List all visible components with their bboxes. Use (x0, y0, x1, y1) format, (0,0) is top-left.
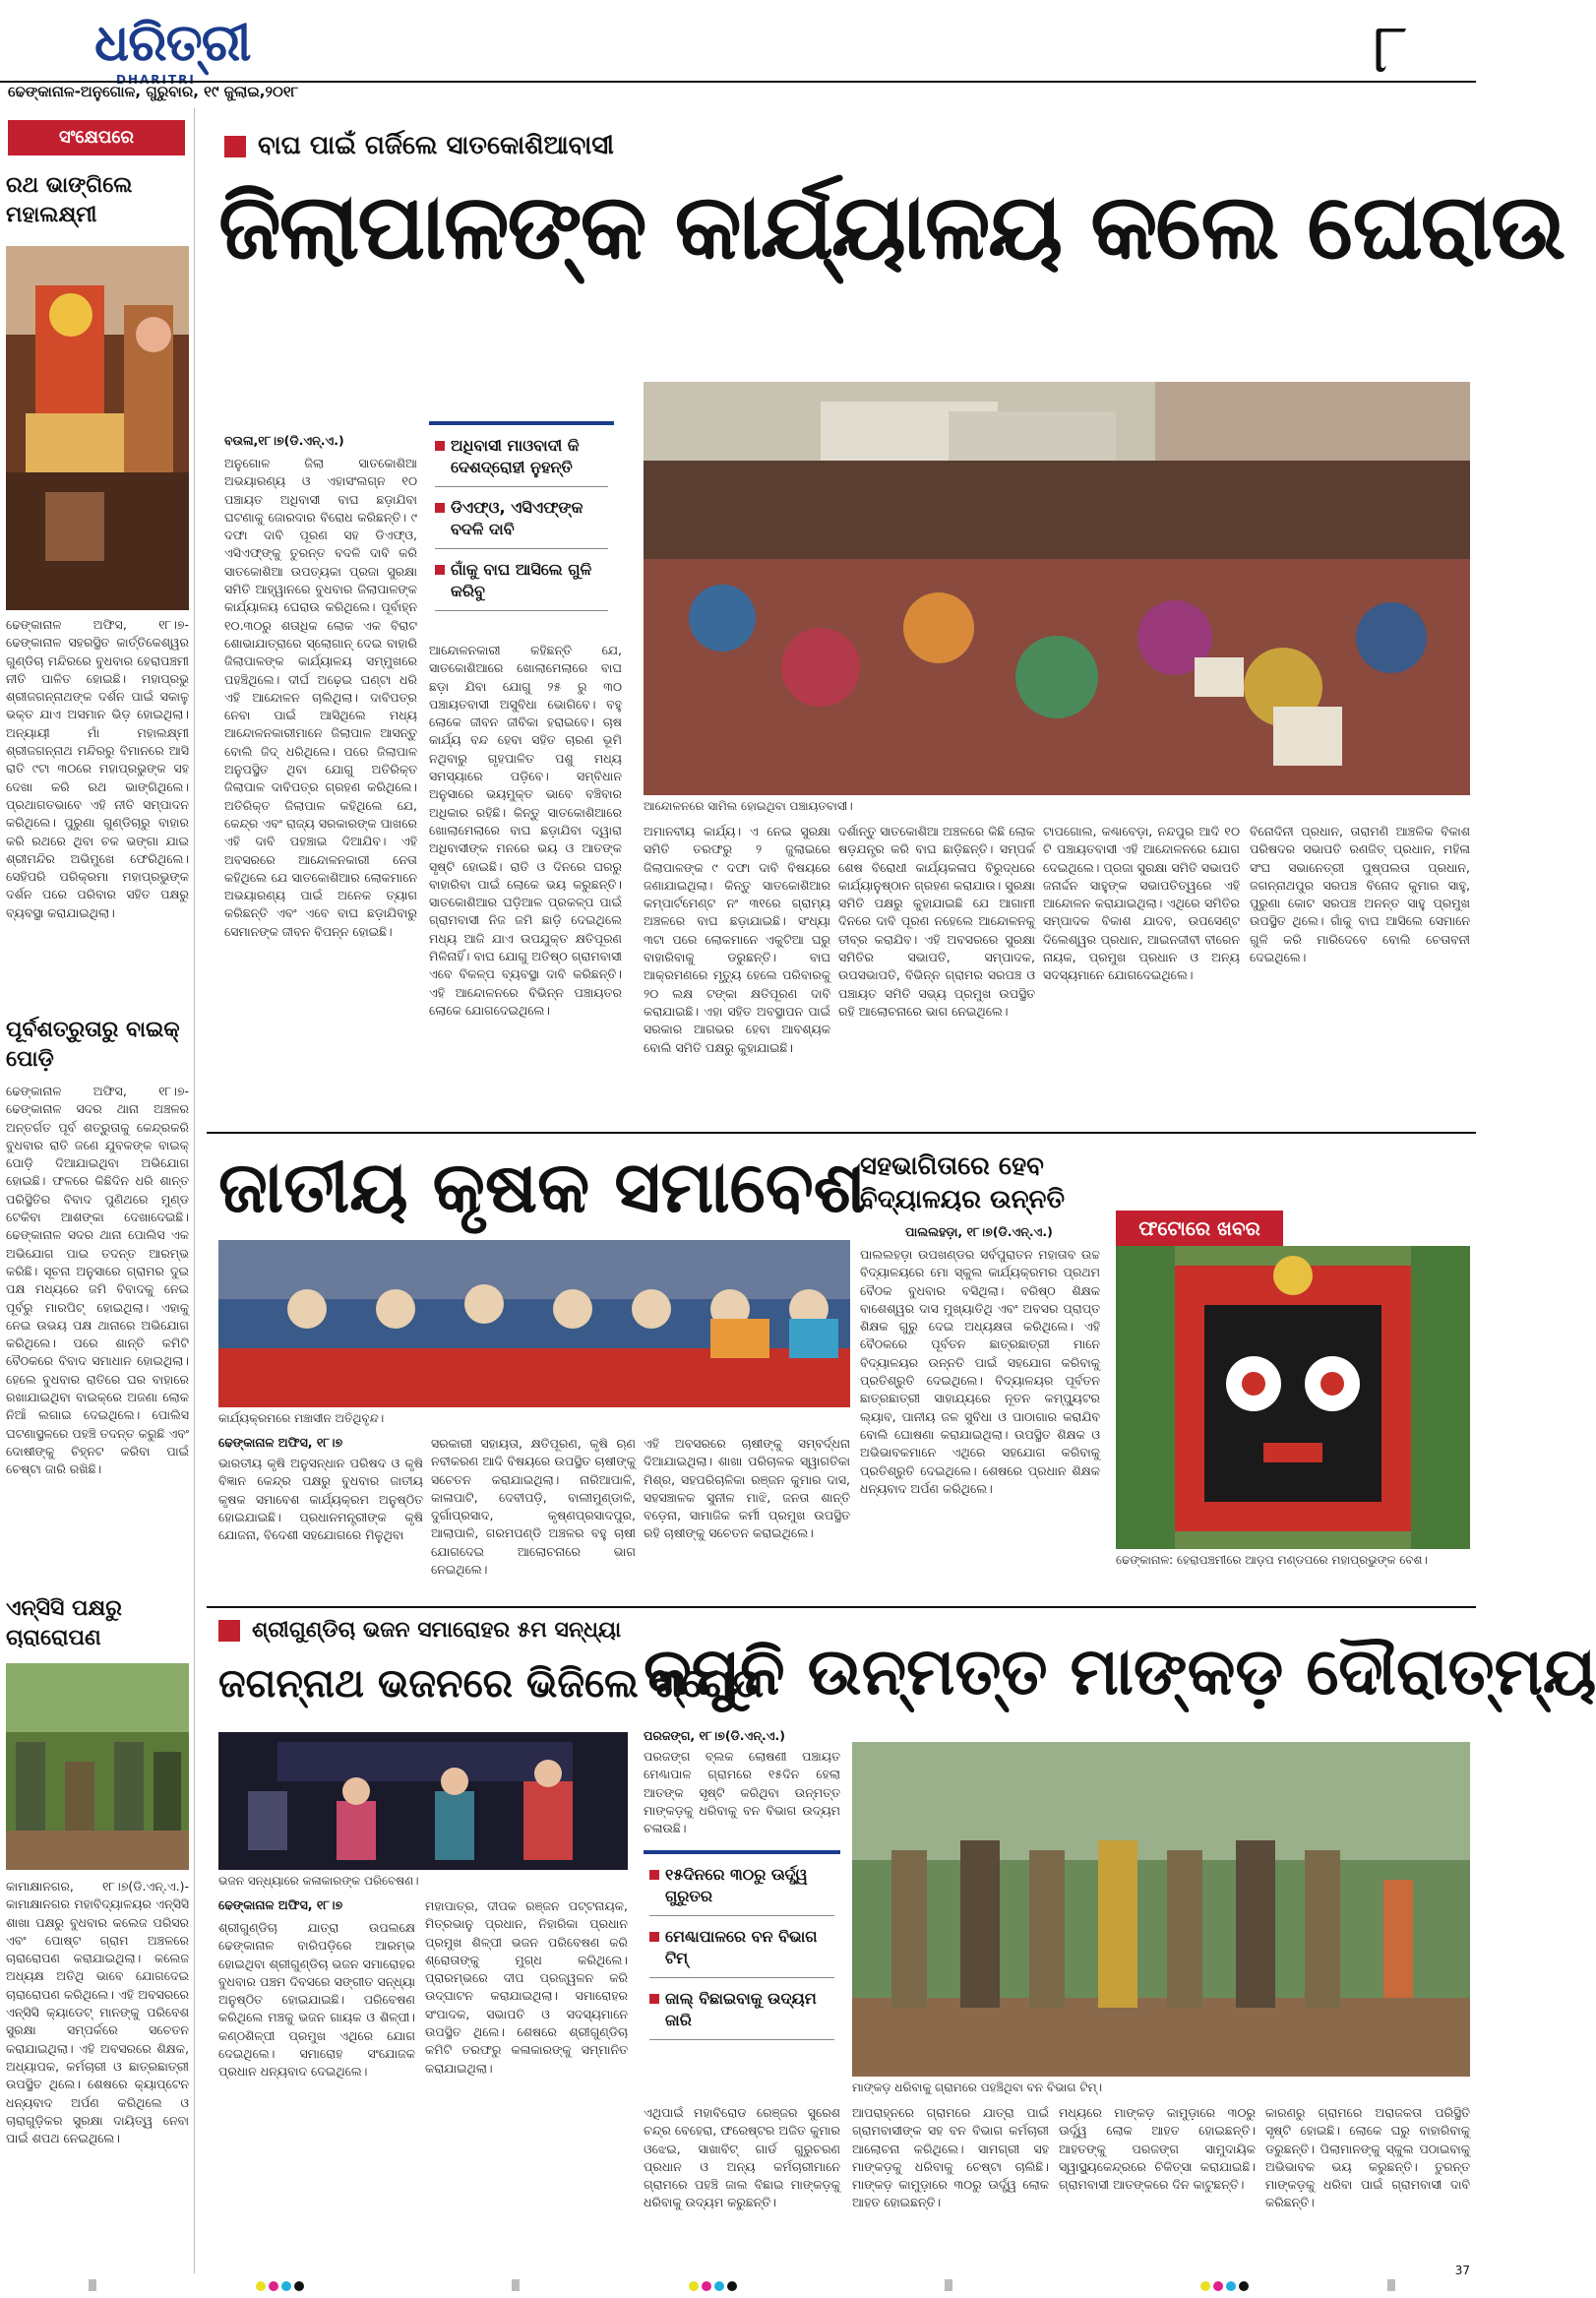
krushak-body-col-3: ଏହି ଅବସରରେ ଚାଷୀଙ୍କୁ ସମ୍ବର୍ଦ୍ଧନା ଦିଆଯାଇଥିଲା। ଶାଖା ପରିଚାଳକ ସ୍ୱାଗତିକା ମିଶ୍ର, ସହପରିଚାଳିକା ରଞ୍ଜନ କୁମାର ଦାସ, ସହସଞ୍ଚାଳକ ସୁନୀଳ ମାଝି, ଜନତା ଶାନ୍ତି ବଡ଼େନା, ସାମାଜିକ କର୍ମୀ ପ୍ରମୁଖ ଉପସ୍ଥିତ ରହି ଚାଷୀଙ୍କୁ ସଚେତନ କରାଇଥିଲେ। (644, 1436, 850, 1541)
fact-bullet-icon (435, 503, 445, 513)
brief-body-2: ଢେଙ୍କାନାଳ ଅଫିସ, ୧୮।୭- ଢେଙ୍କାନାଳ ସଦର ଥାନା ଅଞ୍ଚଳର ଅନ୍ତର୍ଗତ ପୂର୍ବ ଶତ୍ରୁତାକୁ କେନ୍ଦ୍ରକରି ବୁଧବାର ରାତି ଜଣେ ଯୁବକଙ୍କ ବାଇକ୍ ପୋଡ଼ି ଦିଆଯାଇଥିବା ଅଭିଯୋଗ ହୋଇଛି। ଫଳରେ କିଛିଦିନ ଧରି ଶାନ୍ତ ପରିସ୍ଥିତିର ବିବାଦ ପୁଣିଥରେ ମୁଣ୍ଡ ଟେକିବା ଆଶଙ୍କା ଦେଖାଦେଇଛି। ଢେଙ୍କାନାଳ ସଦର ଥାନା ପୋଲିସ ଏକ ଅଭିଯୋଗ ପାଇ ତଦନ୍ତ ଆରମ୍ଭ କରିଛି। ସୂଚନା ଅନୁସାରେ ଗ୍ରାମର ଦୁଇ ପକ୍ଷ ମଧ୍ୟରେ ଜମି ବିବାଦକୁ ନେଇ ପୂର୍ବରୁ ମାରପିଟ୍ ହୋଇଥିଲା। ଏହାକୁ ନେଇ ଉଭୟ ପକ୍ଷ ଥାନାରେ ଅଭିଯୋଗ କରିଥିଲେ। ପରେ ଶାନ୍ତି କମିଟି ବୈଠକରେ ବିବାଦ ସମାଧାନ ହୋଇଥିଲା। ହେଲେ ବୁଧବାର ରାତିରେ ଘର ବାହାରେ ରଖାଯାଇଥିବା ବାଇକ୍‌ରେ ଅଜଣା ଲୋକ ନିଆଁ ଲଗାଇ ଦେଇଥିଲେ। ପୋଲିସ ଘଟଣାସ୍ଥଳରେ ପହଞ୍ଚି ତଦନ୍ତ କରୁଛି ଏବଂ ଦୋଷୀଙ୍କୁ ଚିହ୍ନଟ କରିବା ପାଇଁ ଚେଷ୍ଟା ଜାରି ରଖିଛି। (6, 1084, 189, 1477)
fact-text: ଗାଁକୁ ବାଘ ଆସିଲେ ଗୁଳି କରିବୁ (451, 560, 592, 600)
bhajan-caption: ଭଜନ ସନ୍ଧ୍ୟାରେ କଳାକାରଙ୍କ ପରିବେଷଣ। (218, 1874, 419, 1888)
lead-body-col-2: ଆନ୍ଦୋଳନକାରୀ କହିଛନ୍ତି ଯେ, ସାତକୋଶିଆରେ ଖୋଲାମେଲାରେ ବାଘ ଛଡ଼ା ଯିବା ଯୋଗୁ ୨୫ ରୁ ୩୦ ପଞ୍ଚାୟତବାସୀ ଅସୁବିଧା ଭୋଗିବେ। ବହୁ ଲୋକେ ଜୀବନ ଜୀବିକା ହରାଇବେ। ଚାଷ କାର୍ଯ୍ୟ ବନ୍ଦ ହେବା ସହିତ ଚାରଣ ଭୂମି ନଥିବାରୁ ଗୃହପାଳିତ ପଶୁ ମଧ୍ୟ ସମସ୍ୟାରେ ପଡ଼ିବେ। ସମ୍ବିଧାନ ଅନୁସାରେ ଭୟମୁକ୍ତ ଭାବେ ବଞ୍ଚିବାର ଅଧିକାର ରହିଛି। କିନ୍ତୁ ସାତକୋଶିଆରେ ଖୋଲାମେଲାରେ ବାଘ ଛଡ଼ାଯିବା ଦ୍ୱାରା ଅଧିବାସୀଙ୍କ ମନରେ ଭୟ ଓ ଆତଙ୍କ ସୃଷ୍ଟି ହୋଇଛି। ରାତି ଓ ଦିନରେ ଘରରୁ ବାହାରିବା ପାଇଁ ଲୋକେ ଭୟ କରୁଛନ୍ତି। ସାତକୋଶିଆର ଘଡ଼ିଆଳ ପ୍ରକଳ୍ପ ପାଇଁ ଗ୍ରାମବାସୀ ନିଜ ଜମି ଛାଡ଼ି ଦେଇଥିଲେ ମଧ୍ୟ ଆଜି ଯାଏ ଉପଯୁକ୍ତ କ୍ଷତିପୂରଣ ମିଳିନାହିଁ। ବାଘ ଯୋଗୁ ଅତିଷ୍ଠ ଗ୍ରାମବାସୀ ଏବେ ବିକଳ୍ପ ବ୍ୟବସ୍ଥା ଦାବି କରିଛନ୍ତି। ଏହି ଆନ୍ଦୋଳନରେ ବିଭିନ୍ନ ପଞ୍ଚାୟତର ଲୋକେ ଯୋଗଦେଇଥିଲେ। (429, 643, 622, 1018)
photo-news-tag: ଫଟୋରେ ଖବର (1116, 1211, 1283, 1246)
briefs-column (0, 108, 195, 2273)
brief-body-3: କାମାକ୍ଷାନଗର, ୧୮।୭(ଡି.ଏନ୍.ଏ.)- କାମାକ୍ଷାନଗର ମହାବିଦ୍ୟାଳୟର ଏନ୍‌ସିସି ଶାଖା ପକ୍ଷରୁ ବୁଧବାର କଲେଜ ପରିସର ଏବଂ ପୋଷ୍ଟ ଗ୍ରାମ ଅଞ୍ଚଳରେ ଚାରାରୋପଣ କରାଯାଇଥିଲା। କଲେଜ ଅଧ୍ୟକ୍ଷ ଅତିଥି ଭାବେ ଯୋଗଦେଇ ଚାରାରୋପଣ କରିଥିଲେ। ଏହି ଅବସରରେ ଏନ୍‌ସିସି କ୍ୟାଡେଟ୍ ମାନଙ୍କୁ ପରିବେଶ ସୁରକ୍ଷା ସମ୍ପର୍କରେ ସଚେତନ କରାଯାଇଥିଲା। ଏହି ଅବସରରେ ଶିକ୍ଷକ, ଅଧ୍ୟାପକ, କର୍ମଚାରୀ ଓ ଛାତ୍ରଛାତ୍ରୀ ଉପସ୍ଥିତ ଥିଲେ। ଶେଷରେ କ୍ୟାପ୍ଟେନ ଧନ୍ୟବାଦ ଅର୍ପଣ କରିଥିଲେ ଓ ଚାରାଗୁଡ଼ିକର ସୁରକ୍ଷା ଦାୟିତ୍ୱ ନେବା ପାଇଁ ଶପଥ ନେଇଥିଲେ। (6, 1879, 189, 2146)
fact-text: ଅଧିବାସୀ ମାଓବାଦୀ କି ଦେଶଦ୍ରୋହୀ ନୁହନ୍ତି (451, 436, 580, 476)
fact-item (435, 497, 608, 549)
brief-headline-3: ଏନ୍‌ସିସି ପକ୍ଷରୁ ଚାରାରୋପଣ (6, 1596, 122, 1650)
ncc-photo (6, 1663, 189, 1870)
fact-bullet-icon (649, 1870, 659, 1880)
fact-item (649, 1926, 834, 1978)
monkey-body-row-3: ମଧ୍ୟରେ ମାଙ୍କଡ଼ କାମୁଡ଼ାରେ ୩୦ରୁ ଊର୍ଦ୍ଧ୍ୱ ଲୋକ ଆହତ ହୋଇଛନ୍ତି। ଆହତଙ୍କୁ ପରଜଙ୍ଗ ସାମୁଦାୟିକ ସ୍ୱାସ୍ଥ୍ୟକେନ୍ଦ୍ରରେ ଚିକିତ୍ସା କରାଯାଇଛି। ଗ୍ରାମବାସୀ ଆତଙ୍କରେ ଦିନ କାଟୁଛନ୍ତି। (1059, 2105, 1256, 2193)
fact-bullet-icon (435, 565, 445, 575)
monkey-body-row-4: କାରଣରୁ ଗ୍ରାମରେ ଅରାଜକତା ପରିସ୍ଥିତି ସୃଷ୍ଟି ହୋଇଛି। ଲୋକେ ଘରୁ ବାହାରିବାକୁ ଡରୁଛନ୍ତି। ପିଲାମାନଙ୍କୁ ସ୍କୁଲ ପଠାଇବାକୁ ଅଭିଭାବକ ଭୟ କରୁଛନ୍ତି। ତୁରନ୍ତ ମାଙ୍କଡ଼କୁ ଧରିବା ପାଇଁ ଗ୍ରାମବାସୀ ଦାବି କରିଛନ୍ତି। (1265, 2105, 1470, 2210)
monkey-byline: ପରଜଙ୍ଗ, ୧୮।୭(ଡି.ଏନ୍.ଏ.) (644, 1728, 785, 1743)
fact-text: ଡିଏଫ୍‌ଓ, ଏସିଏଫ୍‌ଙ୍କ ବଦଳି ଦାବି (451, 498, 583, 538)
krushak-body-col-2: ସରକାରୀ ସହାୟତା, କ୍ଷତିପୂରଣ, କୃଷି ଋଣ ନବୀକରଣ ଆଦି ବିଷୟରେ ଉପସ୍ଥିତ ଚାଷୀଙ୍କୁ ସଚେତନ କରାଯାଇଥିଲା। ନାରିଆପାଳି, କାଳାପାଟି, ଦେବୀପଡ଼ି, ବାଲୀମୁଣ୍ଡାଳି, ଦୁର୍ଗାପ୍ରସାଦ, କୃଷ୍ଣପ୍ରସାଦପୁର, ଆଲାପାଳି, ଗରମପଣ୍ଡି ଅଞ୍ଚଳର ବହୁ ଚାଷୀ ଯୋଗଦେଇ ଆଲୋଚନାରେ ଭାଗ ନେଇଥିଲେ। (431, 1436, 636, 1578)
masthead (0, 0, 1476, 106)
krushak-headline: ଜାତୀୟ କୃଷକ ସମାବେଶ (218, 1146, 867, 1228)
rath-photo (6, 246, 189, 610)
lead-kicker (224, 131, 614, 161)
fact-bullet-icon (649, 1994, 659, 2004)
newspaper-logo: ଧରିତ୍ରୀ (94, 14, 251, 73)
school-headline: ସହଭାଗିତାରେ ହେବ ବିଦ୍ୟାଳୟର ଉନ୍ନତି (860, 1151, 1066, 1214)
lead-body-col-1: ଅନୁଗୋଳ ଜିଲା ସାତକୋଶିଆ ଅଭୟାରଣ୍ୟ ଓ ଏହାସଂଲଗ୍ନ ୧୦ ପଞ୍ଚାୟତ ଅଧିବାସୀ ବାଘ ଛଡ଼ାଯିବା ଘଟଣାକୁ ଜୋରଦାର ବିରୋଧ କରିଛନ୍ତି। ୯ ଦଫା ଦାବି ପୂରଣ ସହ ଡିଏଫ୍‌ଓ, ଏସିଏଫ୍‌ଙ୍କୁ ତୁରନ୍ତ ବଦଳି ଦାବି କରି ସାତକୋଶିଆ ଉପତ୍ୟକା ପ୍ରଜା ସୁରକ୍ଷା ସମିତି ଆହ୍ୱାନରେ ବୁଧବାର ଜିଲାପାଳଙ୍କ କାର୍ଯ୍ୟାଳୟ ଘେରାଉ କରିଥିଲେ। ପୂର୍ବାହ୍ନ ୧୦.୩୦ରୁ ଶତାଧିକ ଲୋକ ଏକ ବିରାଟ ଶୋଭାଯାତ୍ରାରେ ସ୍ଲୋଗାନ୍ ଦେଇ ବାହାରି ଜିଲାପାଳଙ୍କ କାର୍ଯ୍ୟାଳୟ ସମ୍ମୁଖରେ ପହଞ୍ଚିଥିଲେ। ଦୀର୍ଘ ଅଢ଼େଇ ଘଣ୍ଟା ଧରି ଏହି ଆନ୍ଦୋଳନ ଚାଲିଥିଲା। ଦାବିପତ୍ର ନେବା ପାଇଁ ଆସିଥିଲେ ମଧ୍ୟ ଆନ୍ଦୋଳନକାରୀମାନେ ଜିଲାପାଳ ଆସନ୍ତୁ ବୋଲି ଜିଦ୍ ଧରିଥିଲେ। ପରେ ଜିଲାପାଳ ଅନୁପସ୍ଥିତ ଥିବା ଯୋଗୁ ଅତିରିକ୍ତ ଜିଲାପାଳ ଦାବିପତ୍ର ଗ୍ରହଣ କରିଥିଲେ। ଅତିରିକ୍ତ ଜିଲାପାଳ କହିଥିଲେ ଯେ, କେନ୍ଦ୍ର ଏବଂ ରାଜ୍ୟ ସରକାରଙ୍କ ପାଖରେ ଏହି ଦାବି ପହଞ୍ଚାଇ ଦିଆଯିବ। ଏହି ଅବସରରେ ଆନ୍ଦୋଳନକାରୀ ନେତା କହିଥିଲେ ଯେ ସାତକୋଶିଆର ଲୋକମାନେ ଅଭୟାରଣ୍ୟ ପାଇଁ ଅନେକ ତ୍ୟାଗ କରିଛନ୍ତି ଏବଂ ଏବେ ବାଘ ଛଡ଼ାଯିବାରୁ ସେମାନଙ୍କ ଜୀବନ ବିପନ୍ନ ହୋଇଛି। (224, 456, 417, 939)
fact-bullet-icon (435, 441, 445, 451)
krushak-body-col-1: ଭାରତୀୟ କୃଷି ଅନୁସନ୍ଧାନ ପରିଷଦ ଓ କୃଷି ବିଜ୍ଞାନ କେନ୍ଦ୍ର ପକ୍ଷରୁ ବୁଧବାର ଜାତୀୟ କୃଷକ ସମାବେଶ କାର୍ଯ୍ୟକ୍ରମ ଅନୁଷ୍ଠିତ ହୋଇଯାଇଛି। ପ୍ରଧାନମନ୍ତ୍ରୀଙ୍କ କୃଷି ଯୋଜନା, ବିଦେଶୀ ସହଯୋଗରେ ମିଳୁଥିବା (218, 1456, 423, 1543)
monkey-factbox (644, 1850, 840, 2067)
fact-item (649, 1864, 834, 1916)
lead-kicker-text: ବାଘ ପାଇଁ ଗର୍ଜିଲେ ସାତକୋଶିଆବାସୀ (258, 131, 614, 160)
krushak-caption: କାର୍ଯ୍ୟକ୍ରମରେ ମଞ୍ଚାସୀନ ଅତିଥିବୃନ୍ଦ। (218, 1411, 385, 1425)
monkey-headline: କମୁନି ଉନ୍ମତ୍ତ ମାଙ୍କଡ଼ ଦୌରାତ୍ମ୍ୟ (644, 1634, 1596, 1709)
color-registration-dots (689, 2281, 737, 2291)
bhajan-body-col-1: ଶ୍ରୀଗୁଣ୍ଡିଚା ଯାତ୍ରା ଉପଲକ୍ଷେ ଢେଙ୍କାନାଳ ବାରିପଡ଼ିରେ ଆରମ୍ଭ ହୋଇଥିବା ଶ୍ରୀଗୁଣ୍ଡିଚା ଭଜନ ସମାରୋହର ବୁଧବାର ପଞ୍ଚମ ଦିବସରେ ସଙ୍ଗୀତ ସନ୍ଧ୍ୟା ଅନୁଷ୍ଠିତ ହୋଇଯାଇଛି। ପରିବେଷଣ କରିଥିଲେ ମଞ୍ଚକୁ ଭଜନ ଗାୟକ ଓ ଶିଳ୍ପୀ। କଣ୍ଠଶିଳ୍ପୀ ପ୍ରମୁଖ ଏଥିରେ ଯୋଗ ଦେଇଥିଲେ। ସମାରୋହ ସଂଯୋଜକ ପ୍ରଧାନ ଧନ୍ୟବାଦ ଦେଇଥିଲେ। (218, 1920, 415, 2080)
color-registration-dots (1200, 2281, 1249, 2291)
lead-factbox (429, 421, 614, 634)
fact-text: ମେଣ୍ଢାପାଳରେ ବନ ବିଭାଗ ଟିମ୍ (665, 1927, 818, 1967)
brief-headline-1: ରଥ ଭାଙ୍ଗିଲେ ମହାଲକ୍ଷ୍ମୀ (6, 173, 133, 227)
dateline: ଢେଙ୍କାନାଳ-ଅନୁଗୋଳ, ଗୁରୁବାର, ୧୯ ଜୁଲାଇ,୨୦୧୮ (8, 83, 299, 100)
bhajan-kicker-text: ଶ୍ରୀଗୁଣ୍ଡିଚା ଭଜନ ସମାରୋହର ୫ମ ସନ୍ଧ୍ୟା (252, 1618, 622, 1643)
bhajan-byline: ଢେଙ୍କାନାଳ ଅଫିସ, ୧୮।୭ (218, 1897, 343, 1912)
bhajan-body-col-2: ମହାପାତ୍ର, ଦୀପକ ରଞ୍ଜନ ପଟ୍ଟନାୟକ, ମିତ୍ରଭାନୁ ପ୍ରଧାନ, ନିହାରିକା ପ୍ରଧାନ ପ୍ରମୁଖ ଶିଳ୍ପୀ ଭଜନ ପରିବେଷଣ କରି ଶ୍ରୋତାଙ୍କୁ ମୁଗ୍ଧ କରିଥିଲେ। ପ୍ରାରମ୍ଭରେ ଦୀପ ପ୍ରଜ୍ୱଳନ କରି ଉଦ୍‌ଘାଟନ କରାଯାଇଥିଲା। ସମାରୋହର ସଂପାଦକ, ସଭାପତି ଓ ସଦସ୍ୟମାନେ ଉପସ୍ଥିତ ଥିଲେ। ଶେଷରେ ଶ୍ରୀଗୁଣ୍ଡିଚା କମିଟି ତରଫରୁ କଳାକାରଙ୍କୁ ସମ୍ମାନିତ କରାଯାଇଥିଲା। (425, 1898, 628, 2076)
fact-item (435, 559, 608, 611)
lead-body-row-4: ବିନୋଦିନୀ ପ୍ରଧାନ, ତାରାମଣି ଆଞ୍ଚଳିକ ବିକାଶ ପରିଷଦର ସଭାପତି ରଣଜିତ୍ ପ୍ରଧାନ, ମହିଳା ସଂଘ ସଭାନେତ୍ରୀ ପୁଷ୍ପଲତା ପ୍ରଧାନ, ଜଗନ୍ନାଥପୁର ସରପଞ୍ଚ ବିନୋଦ କୁମାର ସାହୁ, ପୁରୁଣା କୋଟ ସରପଞ୍ଚ ଅନନ୍ତ ସାହୁ ପ୍ରମୁଖ ଉପସ୍ଥିତ ଥିଲେ। ଗାଁକୁ ବାଘ ଆସିଲେ ସେମାନେ ଗୁଳି କରି ମାରିଦେବେ ବୋଲି ଚେତାବନୀ ଦେଇଥିଲେ। (1250, 824, 1470, 965)
krushak-photo (218, 1240, 850, 1407)
fact-text: ଜାଲ୍ ବିଛାଇବାକୁ ଉଦ୍ୟମ ଜାରି (665, 1989, 817, 2029)
lead-body-row-1: ଅମାନବୀୟ କାର୍ଯ୍ୟ। ଏ ନେଇ ସୁରକ୍ଷା ସମିତି ତରଫରୁ ୨ ଜୁଲାଇରେ ଜିଲାପାଳଙ୍କ ୯ ଦଫା ଦାବି ବିଷୟରେ ଜଣାଯାଇଥିଲା। କିନ୍ତୁ ସାତକୋଶିଆର କମ୍ପାର୍ଟମେଣ୍ଟ ନଂ ୩୧ରେ ଗ୍ରାମ୍ୟ ଅଞ୍ଚଳରେ ବାଘ ଛଡ଼ାଯାଇଛି। ସଂଧ୍ୟା ୩ଟା ପରେ ଲୋକମାନେ ଏକୁଟିଆ ଘରୁ ବାହାରିବାକୁ ଡରୁଛନ୍ତି। ବାଘ ଆକ୍ରମଣରେ ମୃତ୍ୟୁ ହେଲେ ପରିବାରକୁ ୨୦ ଲକ୍ଷ ଟଙ୍କା କ୍ଷତିପୂରଣ ଦାବି କରାଯାଇଛି। ଏହା ସହିତ ଅବସ୍ଥାପନ ପାଇଁ ସରକାର ଆଗଭର ହେବା ଆବଶ୍ୟକ ବୋଲି ସମିତି ପକ୍ଷରୁ କୁହାଯାଇଛି। (644, 824, 830, 1055)
registration-mark (89, 2279, 96, 2291)
monkey-intro: ପରଜଙ୍ଗ ବ୍ଲକ ଲୋଷଣୀ ପଞ୍ଚାୟତ ମେଣ୍ଢାପାଳ ଗ୍ରାମରେ ୧୫ଦିନ ହେଲା ଆତଙ୍କ ସୃଷ୍ଟି କରିଥିବା ଉନ୍ମତ୍ତ ମାଙ୍କଡ଼କୁ ଧରିବାକୁ ବନ ବିଭାଗ ଉଦ୍ୟମ ଚଳାଉଛି। (644, 1749, 840, 1836)
jagannath-caption: ଢେଙ୍କାନାଳ: ହେରାପଞ୍ଚମୀରେ ଆଡ଼ପ ମଣ୍ଡପରେ ମହାପ୍ରଭୁଙ୍କ ବେଶ। (1116, 1553, 1428, 1567)
krushak-byline: ଢେଙ୍କାନାଳ ଅଫିସ, ୧୮।୭ (218, 1435, 343, 1450)
fact-bullet-icon (649, 1932, 659, 1942)
page-number: 37 (1454, 2264, 1470, 2277)
bhajan-photo (218, 1732, 628, 1870)
kicker-square-icon (224, 136, 246, 157)
newspaper-logo-sub: DHARITRI (116, 73, 196, 87)
registration-mark (945, 2279, 952, 2291)
color-registration-dots (256, 2281, 304, 2291)
monkey-body-row-1: ଏଥିପାଇଁ ମହାବିରୋଡ ରେଞ୍ଜର ସୁରେଶ ଚନ୍ଦ୍ର ବେହେରା, ଫରେଷ୍ଟର ଅଜିତ କୁମାର ଓଝେଇ, ସାଖାବିଟ୍ ଗାର୍ଡ ଗୁରୁଚରଣ ପ୍ରଧାନ ଓ ଅନ୍ୟ କର୍ମଚାରୀମାନେ ଗ୍ରାମରେ ପହଞ୍ଚି ଜାଲ ବିଛାଇ ମାଙ୍କଡ଼କୁ ଧରିବାକୁ ଉଦ୍ୟମ କରୁଛନ୍ତି। (644, 2105, 840, 2210)
section-letter: ୮ (1373, 8, 1409, 89)
forest-team-caption: ମାଙ୍କଡ଼ ଧରିବାକୁ ଗ୍ରାମରେ ପହଞ୍ଚିଥିବା ବନ ବିଭାଗ ଟିମ୍। (852, 2081, 1102, 2094)
school-byline: ପାଲଲହଡ଼ା, ୧୮।୭(ଡି.ଏନ୍.ଏ.) (905, 1224, 1053, 1239)
lead-byline: ବଉଳା,୧୮।୭(ଡି.ଏନ୍.ଏ.) (224, 433, 344, 448)
lead-body-row-3: ଟାପଗୋଲ, କଣ୍ଢାବେଡ଼ା, ନନ୍ଦପୁର ଆଦି ୧୦ ଟି ପଞ୍ଚାୟତବାସୀ ଏହି ଆନ୍ଦୋଳନରେ ଯୋଗ ଦେଇଥିଲେ। ପ୍ରଜା ସୁରକ୍ଷା ସମିତି ସଭାପତି ଜନାର୍ଦ୍ଦନ ସାହୁଙ୍କ ସଭାପତିତ୍ୱରେ ଏହି ଆନ୍ଦୋଳନ କରାଯାଇଥିଲା। ଏଥିରେ ସମିତିର ସମ୍ପାଦକ ବିକାଶ ଯାଦବ, ଉପସେଣ୍ଟ ଦିଲେଶ୍ୱର ପ୍ରଧାନ, ଆଇନଜୀବୀ ବୀରେନ ନାୟକ, ପ୍ରମୁଖ ପ୍ରଧାନ ଓ ଅନ୍ୟ ସଦସ୍ୟମାନେ ଯୋଗଦେଇଥିଲେ। (1043, 824, 1240, 983)
fact-text: ୧୫ଦିନରେ ୩୦ରୁ ଊର୍ଦ୍ଧ୍ୱ ଗୁରୁତର (665, 1865, 808, 1905)
fact-item (649, 1988, 834, 2040)
jagannath-photo (1116, 1246, 1470, 1549)
school-body: ପାଲଲହଡ଼ା ଉପଖଣ୍ଡର ସର୍ବପୁରାତନ ମହାତାବ ଉଚ୍ଚ ବିଦ୍ୟାଳୟରେ ମୋ ସ୍କୁଲ କାର୍ଯ୍ୟକ୍ରମର ପ୍ରଥମ ବୈଠକ ବୁଧବାର ବସିଥିଲା। ବରିଷ୍ଠ ଶିକ୍ଷକ ବାଶେଶ୍ୱର ଦାସ ମୁଖ୍ୟାତିଥି ଏବଂ ଅବସର ପ୍ରାପ୍ତ ଶିକ୍ଷକ ଗୁରୁ ଦେଇ ଅଧ୍ୟକ୍ଷତା କରିଥିଲେ। ଏହି ବୈଠକରେ ପୂର୍ବତନ ଛାତ୍ରଛାତ୍ରୀ ମାନେ ବିଦ୍ୟାଳୟର ଉନ୍ନତି ପାଇଁ ସହଯୋଗ କରିବାକୁ ପ୍ରତିଶ୍ରୁତି ଦେଇଥିଲେ। ବିଦ୍ୟାଳୟର ପୂର୍ବତନ ଛାତ୍ରଛାତ୍ରୀ ସାହାଯ୍ୟରେ ନୂତନ କମ୍ପ୍ୟୁଟର ଲ୍ୟାବ, ପାନୀୟ ଜଳ ସୁବିଧା ଓ ପାଠାଗାର କରାଯିବ ବୋଲି ଘୋଷଣା କରାଯାଇଥିଲା। ଉପସ୍ଥିତ ଶିକ୍ଷକ ଓ ଅଭିଭାବକମାନେ ଏଥିରେ ସହଯୋଗ କରିବାକୁ ପ୍ରତିଶ୍ରୁତି ଦେଇଥିଲେ। ଶେଷରେ ପ୍ରଧାନ ଶିକ୍ଷକ ଧନ୍ୟବାଦ ଅର୍ପଣ କରିଥିଲେ। (860, 1247, 1100, 1496)
bhajan-kicker (218, 1618, 621, 1643)
section-divider (207, 1132, 1476, 1134)
briefs-tag: ସଂକ୍ଷେପରେ (8, 120, 185, 155)
kicker-square-icon (218, 1620, 240, 1642)
forest-team-photo (852, 1742, 1470, 2077)
lead-headline: ଜିଲାପାଳଙ୍କ କାର୍ଯ୍ୟାଳୟ କଲେ ଘେରାଉ (218, 174, 1565, 279)
registration-mark (1387, 2279, 1395, 2291)
section-divider (207, 1606, 1476, 1608)
lead-body-row-2: ଦର୍ଶାନ୍ତୁ ସାତକୋଶିଆ ଅଞ୍ଚଳରେ କିଛି ଲୋକ ଷଡ଼ଯନ୍ତ୍ର କରି ବାଘ ଛାଡ଼ିଛନ୍ତି। ସମ୍ପର୍କ ଶେଷ ବିରୋଧୀ କାର୍ଯ୍ୟକଳାପ ବିରୁଦ୍ଧରେ କାର୍ଯ୍ୟାନୁଷ୍ଠାନ ଗ୍ରହଣ କରାଯାଉ। ସୁରକ୍ଷା ସମିତି ପକ୍ଷରୁ କୁହାଯାଇଛି ଯେ ଆଗାମୀ ଦିନରେ ଦାବି ପୂରଣ ନହେଲେ ଆନ୍ଦୋଳନକୁ ତୀବ୍ର କରାଯିବ। ଏହି ଅବସରରେ ସୁରକ୍ଷା ସମିତିର ସଭାପତି, ସମ୍ପାଦକ, ଉପସଭାପତି, ବିଭିନ୍ନ ଗ୍ରାମର ସରପଞ୍ଚ ଓ ପଞ୍ଚାୟତ ସମିତି ସଭ୍ୟ ପ୍ରମୁଖ ଉପସ୍ଥିତ ରହି ଆଲୋଚନାରେ ଭାଗ ନେଇଥିଲେ। (838, 824, 1035, 1019)
brief-body-1: ଢେଙ୍କାନାଳ ଅଫିସ, ୧୮।୭- ଢେଙ୍କାନାଳ ସହରସ୍ଥିତ କାର୍ତ୍ତିକେଶ୍ୱର ଗୁଣ୍ଡିଚା ମନ୍ଦିରରେ ବୁଧବାର ହେରାପଞ୍ଚମୀ ନୀତି ପାଳିତ ହୋଇଛି। ମହାପ୍ରଭୁ ଶ୍ରୀଜଗନ୍ନାଥଙ୍କ ଦର୍ଶନ ପାଇଁ ସକାଳୁ ଭକ୍ତ ଯାଏ ଅସମାନ ଭିଡ଼ ହୋଇଥିଲା। ଅନ୍ୟାୟୀ ମାଁ ମହାଲକ୍ଷ୍ମୀ ଶ୍ରୀଜଗନ୍ନାଥ ମନ୍ଦିରରୁ ବିମାନରେ ଆସି ରାତି ୯ଟା ୩୦ରେ ମହାପ୍ରଭୁଙ୍କ ସହ ଦେଖା କରି ରଥ ଭାଙ୍ଗିଥିଲେ। ପ୍ରଥାଗତଭାବେ ଏହି ନୀତି ସମ୍ପାଦନ କରିଥିଲେ। ପୁରୁଣା ଗୁଣ୍ଡିଚାରୁ ବାହାର କରି ରଥରେ ଥିବା ଚକ ଭଙ୍ଗା ଯାଇ ଶ୍ରୀମନ୍ଦିର ଅଭିମୁଖେ ଫେରିଥିଲେ। ସେହିପରି ପରିକ୍ରମା ମହାପ୍ରଭୁଙ୍କ ଦର୍ଶନ ପରେ ପରିବାର ସହିତ ପକ୍ଷରୁ ବ୍ୟବସ୍ଥା କରାଯାଇଥିଲା। (6, 617, 189, 920)
brief-headline-2: ପୂର୍ବଶତ୍ରୁତାରୁ ବାଇକ୍ ପୋଡ଼ି (6, 1018, 180, 1072)
registration-mark (512, 2279, 520, 2291)
protest-photo-caption: ଆନ୍ଦୋଳନରେ ସାମିଲ ହୋଇଥିବା ପଞ୍ଚାୟତବାସୀ। (644, 799, 853, 813)
fact-item (435, 435, 608, 487)
monkey-body-row-2: ଆପରାହ୍ନରେ ଗ୍ରାମରେ ଯାତ୍ରା ପାଇଁ ଗ୍ରାମବାସୀଙ୍କ ସହ ବନ ବିଭାଗ କର୍ମଚାରୀ ଆଲୋଚନା କରିଥିଲେ। ସାମଗ୍ରୀ ସହ ମାଙ୍କଡ଼କୁ ଧରିବାକୁ ଚେଷ୍ଟା ଚାଲିଛି। ମାଙ୍କଡ଼ କାମୁଡ଼ାରେ ୩୦ରୁ ଊର୍ଦ୍ଧ୍ୱ ଲୋକ ଆହତ ହୋଇଛନ୍ତି। (852, 2105, 1049, 2210)
protest-photo (644, 382, 1470, 795)
bhajan-headline: ଜଗନ୍ନାଥ ଭଜନରେ ଭିଜିଲେ ଶ୍ରୋତା (218, 1661, 765, 1707)
